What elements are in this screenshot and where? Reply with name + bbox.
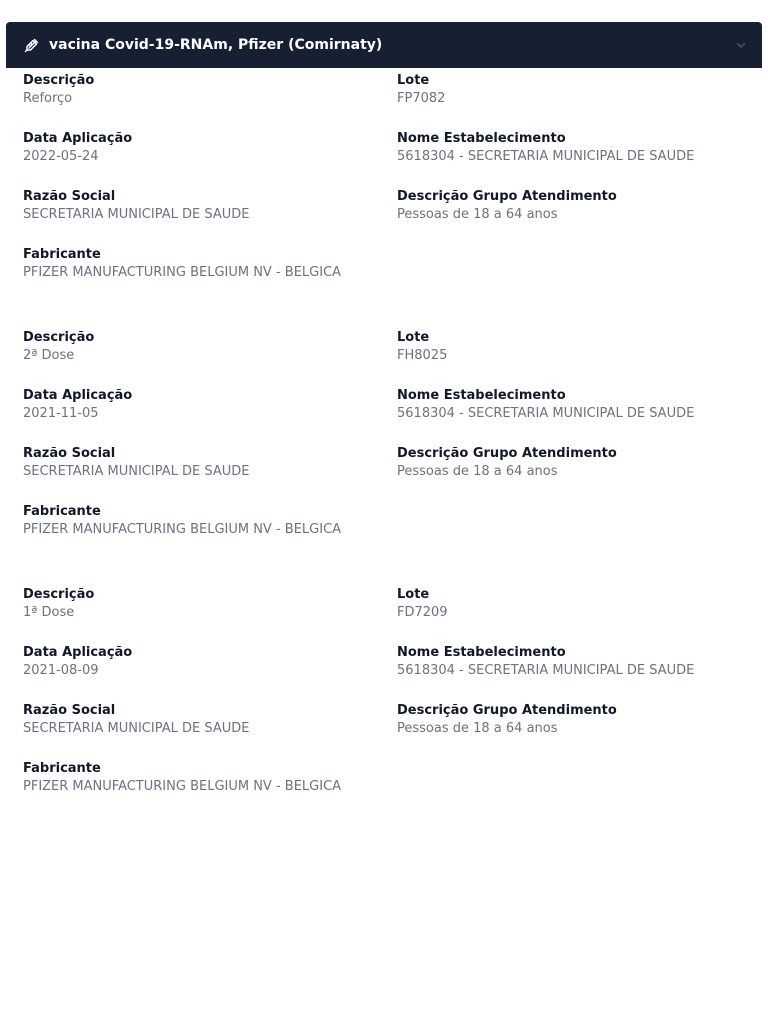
field-fabricante xyxy=(23,503,383,561)
field-razao-social xyxy=(23,702,383,760)
field-value: PFIZER MANUFACTURING BELGIUM NV - BELGICA xyxy=(23,265,342,280)
field-grupo-atendimento xyxy=(397,702,768,760)
field-value: PFIZER MANUFACTURING BELGIUM NV - BELGICA xyxy=(23,522,342,537)
field-label: Data Aplicação xyxy=(23,388,133,403)
field-value: PFIZER MANUFACTURING BELGIUM NV - BELGICA xyxy=(23,779,342,794)
field-value: FP7082 xyxy=(397,91,446,106)
field-data-aplicacao xyxy=(23,644,383,702)
field-value: 5618304 - SECRETARIA MUNICIPAL DE SAUDE xyxy=(397,663,695,678)
field-label: Data Aplicação xyxy=(23,645,133,660)
field-value: SECRETARIA MUNICIPAL DE SAUDE xyxy=(23,207,250,222)
record-right-column xyxy=(397,329,768,503)
field-label: Razão Social xyxy=(23,703,116,718)
field-grupo-atendimento xyxy=(397,188,768,246)
record-right-column xyxy=(397,586,768,760)
record-left-column xyxy=(23,586,383,818)
field-label: Descrição xyxy=(23,587,95,602)
field-value: SECRETARIA MUNICIPAL DE SAUDE xyxy=(23,721,250,736)
vaccine-record xyxy=(23,329,762,586)
field-label: Lote xyxy=(397,330,430,345)
field-fabricante xyxy=(23,246,383,304)
field-descricao xyxy=(23,586,383,644)
field-value: 5618304 - SECRETARIA MUNICIPAL DE SAUDE xyxy=(397,406,695,421)
field-value: Pessoas de 18 a 64 anos xyxy=(397,721,558,736)
field-label: Nome Estabelecimento xyxy=(397,645,566,660)
field-razao-social xyxy=(23,445,383,503)
field-value: 2021-11-05 xyxy=(23,406,99,421)
field-lote xyxy=(397,329,768,387)
field-label: Descrição xyxy=(23,330,95,345)
field-value: FH8025 xyxy=(397,348,448,363)
vaccine-panel xyxy=(6,22,762,843)
field-label: Fabricante xyxy=(23,247,101,262)
vaccine-record xyxy=(23,586,762,843)
field-label: Razão Social xyxy=(23,189,116,204)
field-value: FD7209 xyxy=(397,605,448,620)
chevron-down-icon[interactable] xyxy=(734,38,748,52)
field-value: Pessoas de 18 a 64 anos xyxy=(397,464,558,479)
field-grupo-atendimento xyxy=(397,445,768,503)
field-label: Razão Social xyxy=(23,446,116,461)
field-label: Descrição Grupo Atendimento xyxy=(397,189,617,204)
field-nome-estabelecimento xyxy=(397,387,768,445)
vaccine-panel-header[interactable] xyxy=(6,22,762,68)
field-data-aplicacao xyxy=(23,387,383,445)
field-label: Lote xyxy=(397,73,430,88)
field-label: Descrição Grupo Atendimento xyxy=(397,703,617,718)
field-descricao xyxy=(23,329,383,387)
vaccine-record xyxy=(23,72,762,329)
field-nome-estabelecimento xyxy=(397,644,768,702)
field-label: Data Aplicação xyxy=(23,131,133,146)
field-lote xyxy=(397,586,768,644)
field-label: Nome Estabelecimento xyxy=(397,131,566,146)
field-value: 2022-05-24 xyxy=(23,149,99,164)
field-razao-social xyxy=(23,188,383,246)
record-left-column xyxy=(23,329,383,561)
field-label: Fabricante xyxy=(23,761,101,776)
vaccine-title: vacina Covid-19-RNAm, Pfizer (Comirnaty) xyxy=(49,37,383,53)
field-lote xyxy=(397,72,768,130)
record-right-column xyxy=(397,72,768,246)
field-nome-estabelecimento xyxy=(397,130,768,188)
syringe-icon xyxy=(24,37,40,53)
field-value: 1ª Dose xyxy=(23,605,75,620)
field-label: Nome Estabelecimento xyxy=(397,388,566,403)
field-data-aplicacao xyxy=(23,130,383,188)
field-value: SECRETARIA MUNICIPAL DE SAUDE xyxy=(23,464,250,479)
field-label: Descrição xyxy=(23,73,95,88)
vaccine-records xyxy=(6,68,762,843)
field-descricao xyxy=(23,72,383,130)
field-value: 2021-08-09 xyxy=(23,663,99,678)
field-value: Reforço xyxy=(23,91,73,106)
field-value: 2ª Dose xyxy=(23,348,75,363)
field-label: Descrição Grupo Atendimento xyxy=(397,446,617,461)
field-label: Fabricante xyxy=(23,504,101,519)
field-fabricante xyxy=(23,760,383,818)
field-value: Pessoas de 18 a 64 anos xyxy=(397,207,558,222)
record-left-column xyxy=(23,72,383,304)
field-label: Lote xyxy=(397,587,430,602)
field-value: 5618304 - SECRETARIA MUNICIPAL DE SAUDE xyxy=(397,149,695,164)
